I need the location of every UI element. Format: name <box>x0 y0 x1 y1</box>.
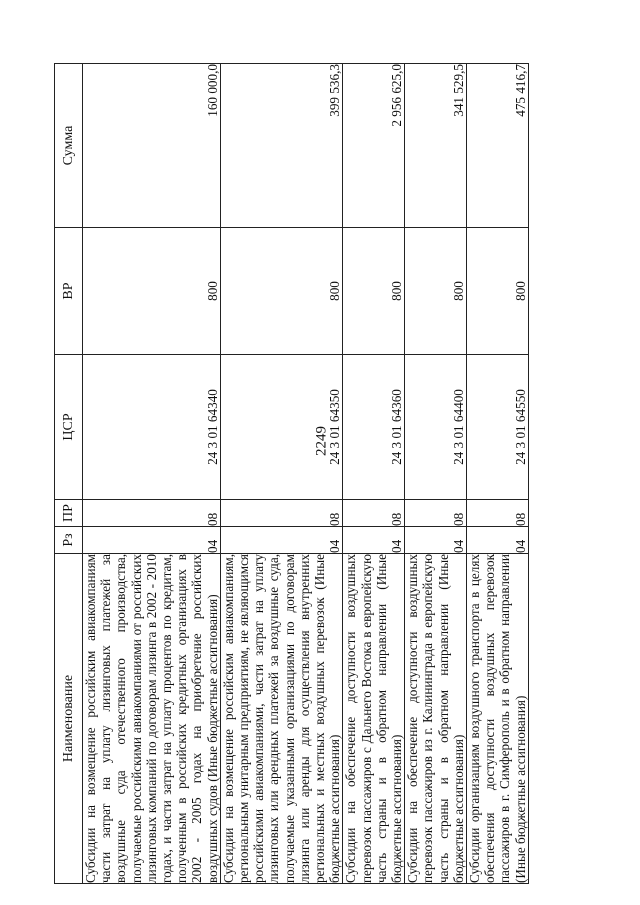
row-pr: 08 <box>467 500 529 527</box>
row-rz: 04 <box>405 527 467 554</box>
row-vr: 800 <box>220 228 343 355</box>
header-csr: ЦСР <box>55 355 83 500</box>
row-sum: 341 529,5 <box>405 64 467 228</box>
row-rz: 04 <box>83 527 221 554</box>
row-name: Субсидии на обеспечение доступности воздушных перевозок пассажиров из г. Калининграда в европейскую часть страны и в обратном направлении (Иные бюджетные ассигнования) <box>405 554 466 883</box>
table-row <box>83 64 221 884</box>
row-csr: 24 3 01 64360 <box>343 355 405 500</box>
row-pr: 08 <box>405 500 467 527</box>
row-vr: 800 <box>467 228 529 355</box>
row-rz: 04 <box>467 527 529 554</box>
row-name: Субсидии на возмещение российским авиакомпаниям части затрат на уплату лизинговых платежей за воздушные суда отечественного производства, получаемые российскими авиакомпаниями от российских лизинговых компаний по договорам лизинга в 2002 - 2010 годах, и части затрат на уплату процентов по кредитам, полученным в российских кредитных организациях в 2002 - 2005 годах на приобретение российских воздушных судов (Иные бюджетные ассигнования) <box>83 554 220 883</box>
table-header-row <box>55 64 83 884</box>
row-vr: 800 <box>405 228 467 355</box>
row-pr: 08 <box>343 500 405 527</box>
row-sum: 475 416,7 <box>467 64 529 228</box>
page-number: 2249 <box>313 426 330 456</box>
row-sum: 399 536,3 <box>220 64 343 228</box>
rotated-table-wrapper <box>54 64 555 884</box>
row-vr: 800 <box>343 228 405 355</box>
row-vr: 800 <box>83 228 221 355</box>
header-pr: ПР <box>55 500 83 527</box>
table-row <box>220 64 343 884</box>
row-sum: 160 000,0 <box>83 64 221 228</box>
row-rz: 04 <box>220 527 343 554</box>
row-pr: 08 <box>220 500 343 527</box>
row-csr: 24 3 01 64350 <box>220 355 343 500</box>
budget-table <box>54 63 529 884</box>
row-name: Субсидии организациям воздушного транспорта в целях обеспечения доступности воздушных перевозок пассажиров в г. Симферополь и в обратном направлении (Иные бюджетные ассигнования) <box>467 554 528 883</box>
row-name: Субсидии на обеспечение доступности воздушных перевозок пассажиров с Дальнего Востока в европейскую часть страны и в обратном направлении (Иные бюджетные ассигнования) <box>343 554 405 883</box>
table-row <box>405 64 467 884</box>
header-sum: Сумма <box>55 64 83 228</box>
row-sum: 2 956 625,0 <box>343 64 405 228</box>
row-csr: 24 3 01 64340 <box>83 355 221 500</box>
row-pr: 08 <box>83 500 221 527</box>
row-csr: 24 3 01 64550 <box>467 355 529 500</box>
row-rz: 04 <box>343 527 405 554</box>
row-name: Субсидии на возмещение российским авиакомпаниям, региональным унитарным предприятиям, не являющимся российскими авиакомпаниями, части затрат на уплату лизинговых или арендных платежей за воздушные суда, получаемые указанными организациями по договорам лизинга или аренды для осуществления внутренних региональных и местных воздушных перевозок (Иные бюджетные ассигнования) <box>220 554 343 883</box>
table-row <box>467 64 529 884</box>
row-csr: 24 3 01 64400 <box>405 355 467 500</box>
header-name: Наименование <box>55 554 83 884</box>
header-rz: Рз <box>55 527 83 554</box>
header-vr: ВР <box>55 228 83 355</box>
table-row <box>343 64 405 884</box>
